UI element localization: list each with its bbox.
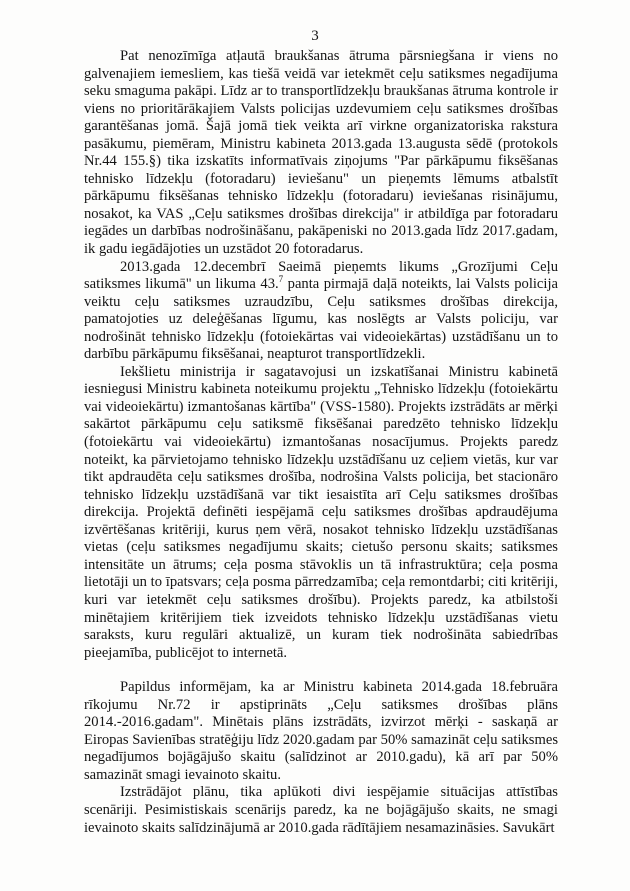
paragraph-road-safety-plan: Papildus informējam, ka ar Ministru kabineta 2014.gada 18.februāra rīkojumu Nr.72 ir apstiprināts „Ceļu satiksmes drošības plāns 2014.-2016.gadam". Minētais plāns izstrādāts, izvirzot mērķi - saskaņā ar Eiropas Savienības stratēģiju līdz 2020.gadam par 50% samazināt ceļu satiksmes negadījumos bojāgājušo skaitu (salīdzinot ar 2010.gadu), kā arī par 50% samazināt smagi ievainoto skaitu. bbox=[84, 679, 558, 783]
paragraph-regulation-draft: Iekšlietu ministrija ir sagatavojusi un izskatīšanai Ministru kabinetā iesniegusi Ministru kabineta noteikumu projektu „Tehnisko līdzekļu (fotoiekārtu vai videoiekārtu) izmantošanas kārtība" (VSS-1580). Projekts izstrādāts ar mērķi sakārtot pārkāpumu ceļu satiksmē fiksēšanai paredzēto tehnisko līdzekļu (fotoiekārtu vai videoiekārtu) izmantošanas nosacījumus. Projekts paredz noteikt, ka pārvietojamo tehnisko līdzekļu uzstādīšanu uz ceļiem vietās, kur var tikt apdraudēta ceļu satiksmes drošība, nodrošina Valsts policija, bet stacionāro tehnisko līdzekļu uzstādīšanā var tikt iesaistīta arī Ceļu satiksmes drošības direkcija. Projektā definēti iespējamā ceļu satiksmes drošības apdraudējuma izvērtēšanas kritēriji, kurus ņem vērā, nosakot tehnisko līdzekļu uzstādīšanas vietas (ceļu satiksmes negadījumu skaits; cietušo personu skaits; satiksmes intensitāte un ātrums; ceļa posma stāvoklis un tā infrastruktūra; ceļa posma lietotāji un to īpatsvars; ceļa posma pārredzamība; ceļa remontdarbi; citi kritēriji, kuri var ietekmēt ceļu satiksmes drošību). Projekts paredz, ka atbilstoši minētajiem kritērijiem tiek izveidots tehnisko līdzekļu uzstādīšanas vietu saraksts, kuru regulāri aktualizē, un kuram tiek nodrošināta sabiedrības pieejamība, publicējot to internetā. bbox=[84, 363, 558, 661]
law-amendments-text-start: 2013.gada 12.decembrī Saeimā pieņemts likums „Grozījumi Ceļu satiksmes likumā" un likuma 43. bbox=[84, 258, 558, 293]
law-amendments-text-end: panta pirmajā daļā noteikts, lai Valsts policija veiktu ceļu satiksmes uzraudzību, Ceļu satiksmes drošības direkcija, pamatojoties uz deleģēšanas līgumu, kas noslēgts ar Valsts policiju, var nodrošināt tehnisko līdzekļu (fotoiekārtas vai videoiekārtas) uzstādīšanu un to darbību pārkāpumu fiksēšanai, neapturot transportlīdzekli. bbox=[84, 276, 558, 363]
paragraph-speed-control: Pat nenozīmīga atļautā braukšanas ātruma pārsniegšana ir viens no galvenajiem iemesliem, kas tiešā veidā var ietekmēt ceļu satiksmes negadījuma seku smaguma pakāpi. Līdz ar to transportlīdzekļu braukšanas ātruma kontrole ir viens no prioritārākajiem Valsts policijas uzdevumiem ceļu satiksmes drošības garantēšanas jomā. Šajā jomā tiek veikta arī virkne organizatoriska rakstura pasākumu, piemēram, Ministru kabineta 2013.gada 13.augusta sēdē (protokols Nr.44 155.§) tika izskatīts informatīvais ziņojums "Par pārkāpumu fiksēšanas tehnisko līdzekļu (fotoradaru) ieviešanu" un pieņemts lēmums atbalstīt pārkāpumu fiksēšanas tehnisko līdzekļu (fotoradaru) ieviešanas risinājumu, nosakot, ka VAS „Ceļu satiksmes drošības direkcija" ir atbildīga par fotoradaru iegādes un darbības nodrošināšanu, pakāpeniski no 2013.gada līdz 2017.gadam, ik gadu iegādājoties un uzstādot 20 fotoradarus. bbox=[84, 48, 558, 258]
article-superscript: 7 bbox=[278, 274, 284, 285]
paragraph-law-amendments bbox=[84, 259, 558, 364]
paragraph-scenarios: Izstrādājot plānu, tika aplūkoti divi iespējamie situācijas attīstības scenāriji. Pesimistiskais scenārijs paredz, ka ne bojāgājušo skaits, ne smagi ievainoto skaits salīdzinājumā ar 2010.gada rādītājiem nesamazināsies. Savukārt bbox=[84, 784, 558, 836]
page-number: 3 bbox=[311, 28, 319, 44]
document-body bbox=[84, 48, 558, 837]
